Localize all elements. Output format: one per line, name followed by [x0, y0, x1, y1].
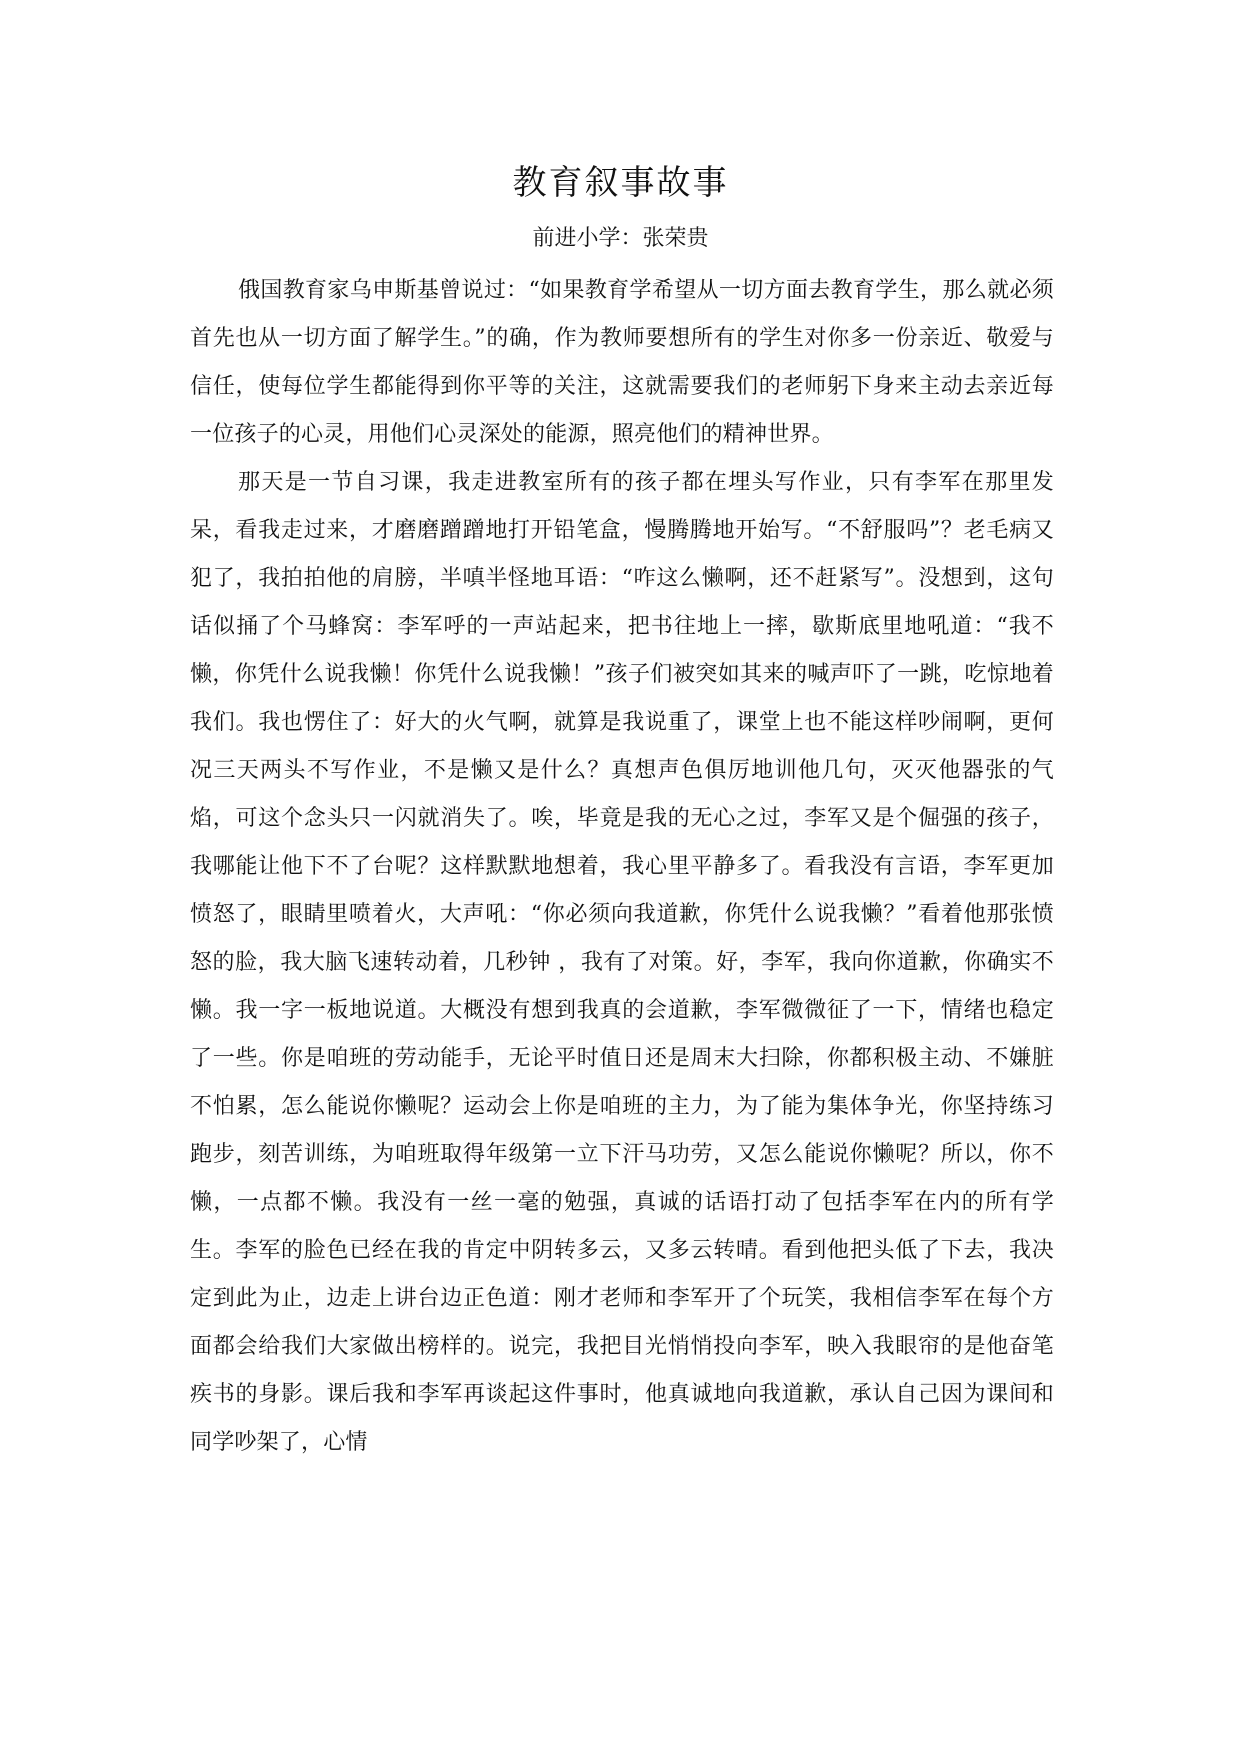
document-body: [190, 267, 1054, 1467]
author-line: 前进小学：张荣贵: [532, 226, 709, 251]
document-title: 教育叙事故事: [512, 163, 729, 203]
paragraph-1: 俄国教育家乌申斯基曾说过：“如果教育学希望从一切方面去教育学生，那么就必须首先也从一切方面了解学生。”的确，作为教师要想所有的学生对你多一份亲近、敬爱与信任，使每位学生都能得到你平等的关注，这就需要我们的老师躬下身来主动去亲近每一位孩子的心灵，用他们心灵深处的能源，照亮他们的精神世界。: [190, 278, 1054, 447]
paragraph-2: 那天是一节自习课，我走进教室所有的孩子都在埋头写作业，只有李军在那里发呆，看我走过来，才磨磨蹭蹭地打开铅笔盒，慢腾腾地开始写。“不舒服吗”？老毛病又犯了，我拍拍他的肩膀，半嗔半怪地耳语：“咋这么懒啊，还不赶紧写”。没想到，这句话似捅了个马蜂窝：李军呼的一声站起来，把书往地上一摔，歇斯底里地吼道：“我不懒，你凭什么说我懒！你凭什么说我懒！”孩子们被突如其来的喊声吓了一跳，吃惊地着我们。我也愣住了：好大的火气啊，就算是我说重了，课堂上也不能这样吵闹啊，更何况三天两头不写作业，不是懒又是什么？真想声色俱厉地训他几句，灭灭他器张的气焰，可这个念头只一闪就消失了。唉，毕竟是我的无心之过，李军又是个倔强的孩子，我哪能让他下不了台呢？这样默默地想着，我心里平静多了。看我没有言语，李军更加愤怒了，眼睛里喷着火，大声吼：“你必须向我道歉，你凭什么说我懒？”看着他那张愤怒的脸，我大脑飞速转动着，几秒钟 ，我有了对策。好，李军，我向你道歉，你确实不懒。我一字一板地说道。大概没有想到我真的会道歉，李军微微征了一下，情绪也稳定了一些。你是咱班的劳动能手，无论平时值日还是周末大扫除，你都积极主动、不嫌脏不怕累，怎么能说你懒呢？运动会上你是咱班的主力，为了能为集体争光，你坚持练习跑步，刻苦训练，为咱班取得年级第一立下汗马功劳，又怎么能说你懒呢？所以，你不懒，一点都不懒。我没有一丝一毫的勉强，真诚的话语打动了包括李军在内的所有学生。李军的脸色已经在我的肯定中阴转多云，又多云转晴。看到他把头低了下去，我决定到此为止，边走上讲台边正色道：刚才老师和李军开了个玩笑，我相信李军在每个方面都会给我们大家做出榜样的。说完，我把目光悄悄投向李军，映入我眼帘的是他奋笔疾书的身影。课后我和李军再谈起这件事时，他真诚地向我道歉，承认自己因为课间和同学吵架了，心情: [190, 470, 1054, 1455]
